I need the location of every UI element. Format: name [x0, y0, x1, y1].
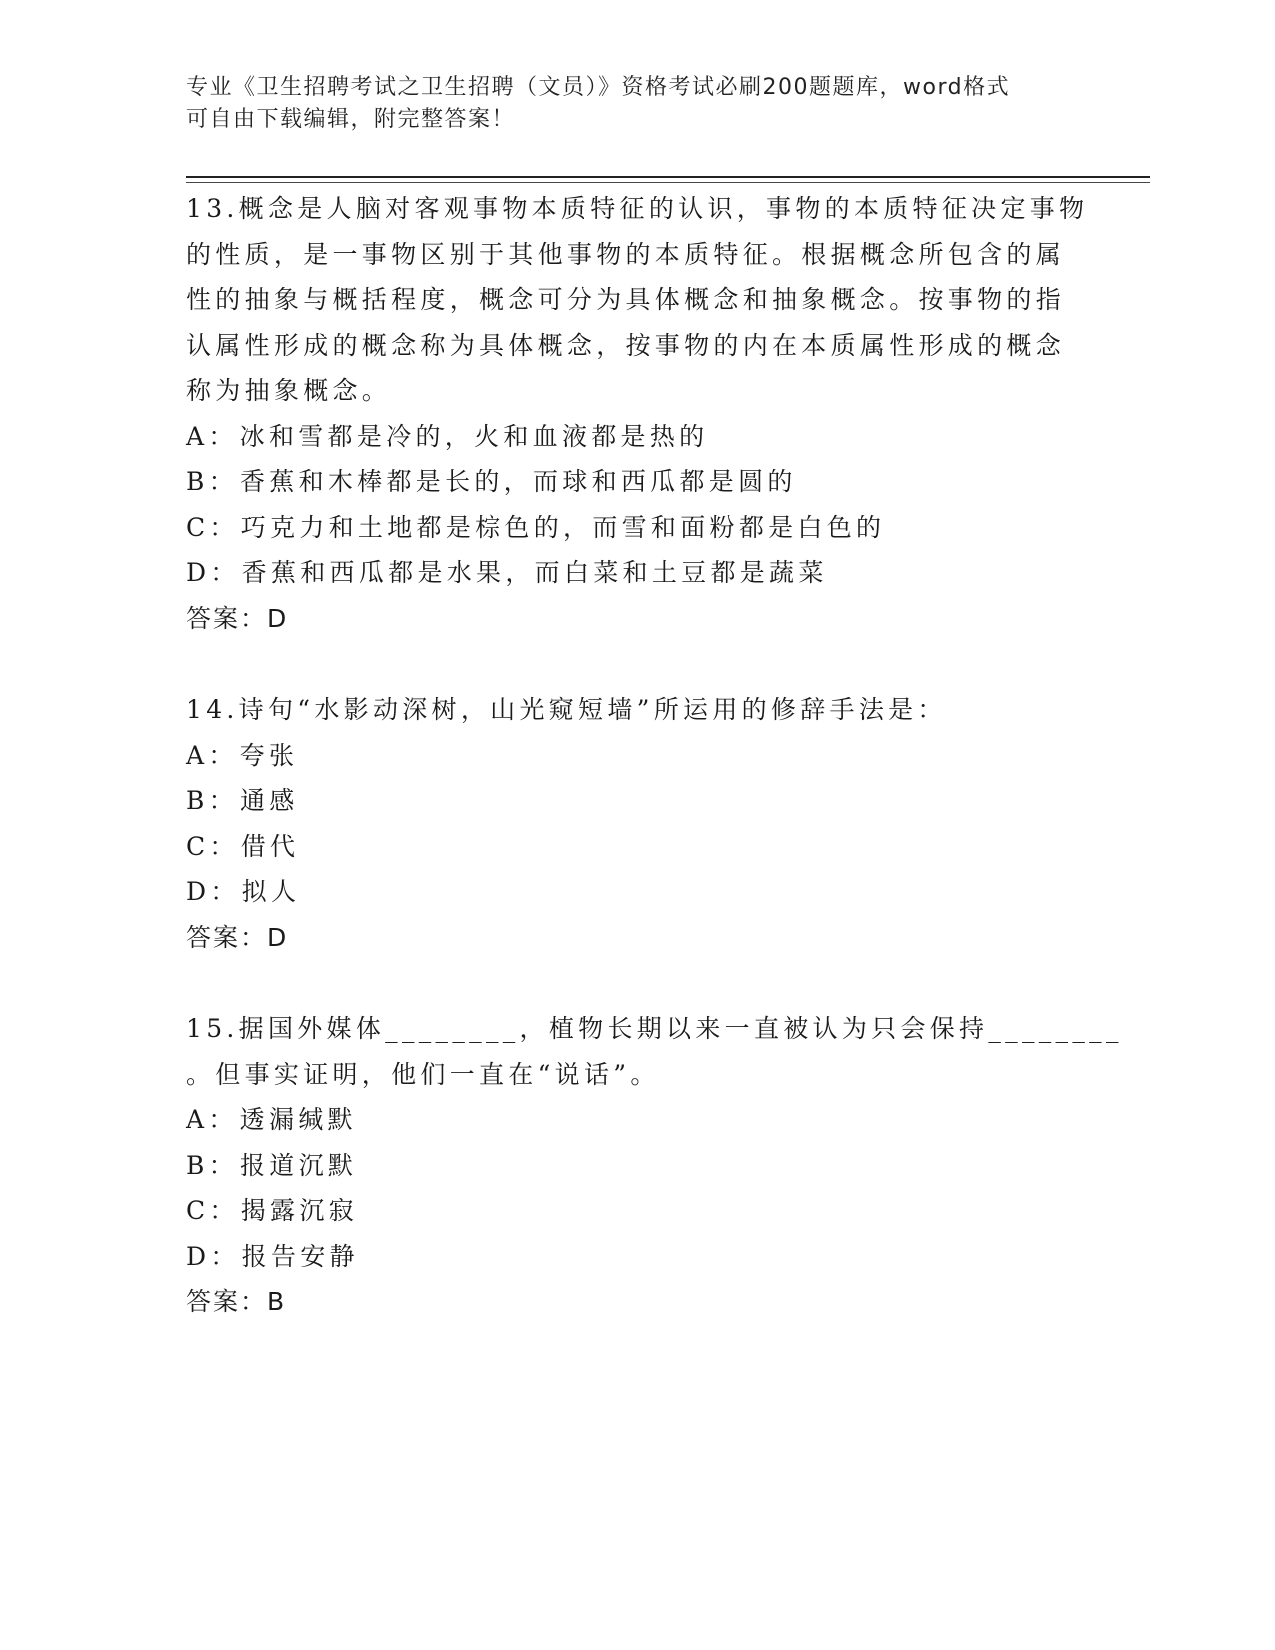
option-key: C：	[186, 512, 239, 542]
option-b	[186, 778, 1086, 824]
question-stem-line: 14.诗句“水影动深树，山光窥短墙”所运用的修辞手法是：	[186, 695, 947, 724]
option-c	[186, 1188, 1086, 1234]
question-list	[186, 186, 1123, 1325]
option-key: B：	[186, 467, 238, 496]
option-key: A：	[186, 1105, 238, 1134]
option-key: C：	[186, 831, 239, 861]
header-line-1: 专业《卫生招聘考试之卫生招聘（文员）》资格考试必刷200题题库，word格式	[186, 75, 1011, 100]
option-text: 香蕉和木棒都是长的，而球和西瓜都是圆的	[239, 467, 797, 496]
option-d	[186, 550, 1086, 596]
option-text: 报道沉默	[239, 1150, 358, 1180]
option-key: A：	[186, 740, 238, 770]
option-text: 夸张	[239, 740, 299, 770]
option-b	[186, 459, 1086, 505]
question-stem-line: 。但事实证明，他们一直在“说话”。	[186, 1059, 660, 1089]
question-15	[186, 1006, 1123, 1325]
option-text: 借代	[240, 831, 300, 861]
answer-line: 答案：D	[186, 603, 289, 633]
option-text: 揭露沉寂	[240, 1196, 358, 1225]
option-key: A：	[186, 421, 238, 451]
header-line-2: 可自由下载编辑，附完整答案！	[186, 107, 516, 132]
option-d	[186, 1234, 1086, 1280]
option-text: 冰和雪都是冷的，火和血液都是热的	[239, 421, 709, 451]
question-stem-line: 性的抽象与概括程度，概念可分为具体概念和抽象概念。按事物的指	[186, 285, 1066, 314]
question-stem-line: 称为抽象概念。	[186, 376, 392, 405]
option-b	[186, 1143, 1086, 1189]
question-stem-line: 的性质，是一事物区别于其他事物的本质特征。根据概念所包含的属	[186, 239, 1066, 269]
option-a	[186, 414, 1086, 460]
option-text: 香蕉和西瓜都是水果，而白菜和土豆都是蔬菜	[241, 558, 828, 587]
option-c	[186, 824, 1086, 870]
option-text: 巧克力和土地都是棕色的，而雪和面粉都是白色的	[240, 512, 886, 542]
answer-line: 答案：B	[186, 1287, 287, 1316]
option-key: B：	[186, 786, 238, 815]
option-text: 透漏缄默	[239, 1105, 357, 1134]
question-spacer	[186, 960, 1086, 1006]
option-key: C：	[186, 1196, 239, 1225]
question-stem-line: 15.据国外媒体________，植物长期以来一直被认为只会保持________	[186, 1014, 1123, 1043]
option-key: D：	[186, 1241, 240, 1271]
option-text: 通感	[239, 786, 299, 815]
question-spacer	[186, 641, 1086, 687]
document-header	[186, 72, 1086, 136]
question-13	[186, 186, 1089, 641]
option-key: D：	[186, 877, 240, 906]
option-text: 拟人	[241, 877, 301, 906]
option-c	[186, 505, 1086, 551]
question-14	[186, 687, 1086, 960]
header-rule-thin	[186, 182, 1150, 183]
question-stem-line: 认属性形成的概念称为具体概念，按事物的内在本质属性形成的概念	[186, 330, 1066, 360]
option-key: D：	[186, 558, 240, 587]
option-text: 报告安静	[241, 1241, 359, 1271]
option-a	[186, 1097, 1086, 1143]
option-key: B：	[186, 1150, 238, 1180]
header-rule-thick	[186, 176, 1150, 178]
question-stem-line: 13.概念是人脑对客观事物本质特征的认识，事物的本质特征决定事物	[186, 194, 1089, 223]
option-d	[186, 869, 1086, 915]
option-a	[186, 733, 1086, 779]
answer-line: 答案：D	[186, 922, 289, 952]
